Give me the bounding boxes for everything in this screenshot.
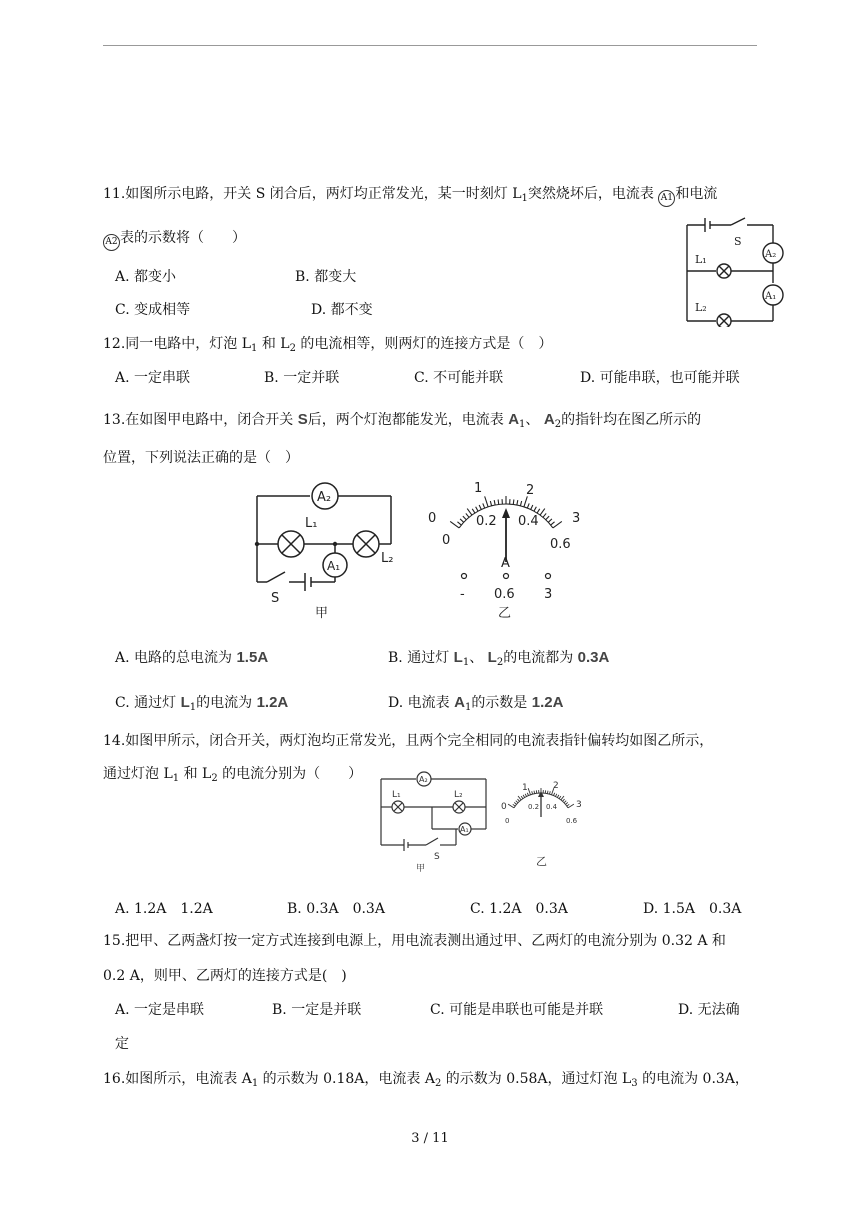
dial-tick (517, 799, 519, 801)
scale-upper-2: 2 (526, 483, 535, 498)
dial-tick (567, 804, 569, 806)
q11-option-c: C. 变成相等 (115, 302, 191, 318)
dial-tick (559, 796, 561, 798)
ammeter-a2-label: A₂ (765, 249, 777, 260)
lamp-l1-label: L₁ (695, 253, 707, 266)
q11-option-d: D. 都不变 (311, 302, 373, 318)
scale-lower-0.2: 0.2 (476, 514, 497, 529)
lamp-l2-label: L₂ (381, 551, 394, 566)
dial-tick (472, 509, 475, 513)
scale-upper-2: 2 (553, 781, 559, 791)
q13-option-c: C. 通过灯 $L_1$的电流为 1.2A (115, 694, 289, 713)
dial-tick (467, 509, 472, 515)
figure-caption-yi: 乙 (498, 606, 512, 621)
q12-option-d: D. 可能串联，也可能并联 (580, 370, 740, 386)
dial-tick (525, 794, 526, 797)
dial-tick (466, 513, 469, 517)
dial-tick (528, 788, 530, 795)
terminal-3: 3 (544, 587, 553, 602)
dial-tick (513, 804, 515, 806)
dial-tick (564, 801, 566, 803)
ammeter-a2-label: A₂ (317, 490, 332, 505)
dial-tick (483, 503, 485, 508)
dial-tick (514, 802, 516, 804)
scale-lower-0.4: 0.4 (546, 803, 558, 811)
dial-tick (561, 796, 564, 800)
dial-tick (523, 795, 525, 798)
dial-tick (549, 791, 550, 794)
scale-lower-0.6: 0.6 (566, 817, 578, 825)
q11-line2: A2 表的示数将（ ） (103, 231, 246, 251)
q13-line1: 13.在如图甲电路中，闭合开关 S后，两个灯泡都能发光，电流表 $A_1$、 $A_2$的指针均在图乙所示的 (103, 411, 702, 430)
q14-line2: 通过灯泡 $L_1$ 和 $L_2$ 的电流分别为（ ） (103, 766, 363, 784)
figure-caption-yi: 乙 (536, 855, 547, 868)
dial-tick (531, 505, 533, 510)
header-rule (103, 45, 757, 46)
dial-tick (537, 509, 540, 513)
dial-tick (476, 507, 478, 511)
dial-tick (494, 500, 495, 505)
page-number: 3 / 11 (411, 1131, 449, 1146)
dial-tick (565, 802, 567, 804)
ammeter-a1-label: A₁ (460, 825, 469, 834)
dial-tick (534, 791, 535, 794)
switch-label: S (271, 591, 280, 606)
figure-caption-jia: 甲 (315, 606, 329, 621)
scale-upper-1: 1 (522, 783, 528, 793)
scale-lower-0: 0 (505, 817, 510, 825)
q15-line1: 15.把甲、乙两盏灯按一定方式连接到电源上，用电流表测出通过甲、乙两灯的电流分别为 0.32 A 和 (103, 933, 726, 949)
q14-line1: 14.如图甲所示，闭合开关，两灯泡均正常发光，且两个完全相同的电流表指针偏转均如图乙所示， (103, 733, 714, 749)
q12-option-a: A. 一定串联 (115, 370, 191, 386)
dial-tick (460, 519, 464, 522)
q15-option-b: B. 一定是并联 (272, 1002, 362, 1018)
dial-tick (518, 796, 521, 800)
scale-upper-3: 3 (572, 511, 581, 526)
ammeter-a2-label: A₂ (419, 775, 428, 784)
figure-caption-jia: 甲 (416, 864, 426, 874)
dial-tick (516, 801, 518, 803)
q14-option-a: A. 1.2A 1.2A (115, 901, 213, 917)
dial-tick (490, 501, 491, 506)
dial-tick (457, 522, 461, 525)
scale-lower-0.2: 0.2 (528, 803, 540, 811)
q15-option-d-wrap: 定 (115, 1036, 129, 1052)
q15-line2: 0.2 A，则甲、乙两灯的连接方式是( ) (103, 968, 347, 984)
q15-option-c: C. 可能是串联也可能是并联 (430, 1002, 604, 1018)
dial-tick (563, 799, 565, 801)
q13-circuit-diagram (245, 478, 405, 623)
scale-upper-0: 0 (501, 802, 507, 812)
q14-figure (376, 765, 584, 875)
lamp-l2-label: L₂ (454, 790, 463, 800)
ammeter-a2-icon: A2 (103, 234, 120, 251)
dial-tick (520, 501, 521, 506)
scale-upper-3: 3 (576, 800, 582, 810)
dial-tick (521, 796, 523, 798)
q13-option-a: A. 电路的总电流为 1.5A (115, 649, 269, 666)
dial-tick (498, 499, 499, 504)
lamp-l1-label: L₁ (305, 516, 318, 531)
dial-tick (540, 509, 545, 515)
dial-tick (554, 793, 555, 796)
scale-lower-0.4: 0.4 (518, 514, 539, 529)
switch-label: S (434, 852, 440, 862)
terminal-neg: - (460, 587, 465, 602)
q13-option-b: B. 通过灯 $L_1$、 $L_2$的电流都为 0.3A (388, 649, 610, 668)
lamp-l2-label: L₂ (695, 301, 707, 314)
q16-stem: 16.如图所示，电流表 $A_1$ 的示数为 0.18A，电流表 $A_2$ 的示数为 0.58A，通过灯泡 $L_3$ 的电流为 0.3A， (103, 1071, 749, 1089)
dial-tick (479, 505, 481, 510)
q15-option-a: A. 一定是串联 (115, 1002, 205, 1018)
q11-line1: 11.如图所示电路，开关 S 闭合后，两灯均正常发光，某一时刻灯 $L_1$突然烧坏后，电流表 A1 和电流 (103, 187, 717, 207)
q11-option-b: B. 都变大 (295, 269, 357, 285)
dial-tick (546, 516, 549, 520)
scale-lower-0.6: 0.6 (550, 537, 571, 552)
lamp-l1-label: L₁ (392, 790, 401, 800)
q13-ammeter-dial (422, 478, 592, 623)
dial-tick (485, 496, 488, 506)
dial-tick (548, 519, 552, 522)
dial-tick (534, 507, 536, 511)
q14-option-b: B. 0.3A 0.3A (287, 901, 385, 917)
ammeter-a1-icon: A1 (658, 190, 675, 207)
scale-upper-1: 1 (474, 481, 483, 496)
q11-option-a: A. 都变小 (115, 269, 177, 285)
q12-option-b: B. 一定并联 (264, 370, 340, 386)
q14-option-c: C. 1.2A 0.3A (470, 901, 568, 917)
dial-tick (532, 791, 533, 794)
ammeter-a1-label: A₁ (327, 559, 341, 573)
q13-line2: 位置，下列说法正确的是（ ） (103, 450, 299, 466)
dial-tick (543, 513, 546, 517)
ammeter-a1-label: A₁ (765, 291, 777, 302)
dial-tick (513, 499, 514, 504)
scale-lower-0: 0 (442, 533, 451, 548)
dial-tick (527, 503, 529, 508)
dial-tick (517, 500, 518, 505)
q15-option-d: D. 无法确 (678, 1002, 740, 1018)
terminal-0.6: 0.6 (494, 587, 515, 602)
q12-option-c: C. 不可能并联 (414, 370, 504, 386)
q12-stem: 12.同一电路中，灯泡 $L_1$ 和 $L_2$ 的电流相等，则两灯的连接方式是（ ） (103, 336, 553, 354)
dial-tick (555, 794, 556, 797)
dial-tick (547, 791, 548, 794)
dial-tick (527, 793, 528, 796)
dial-tick (557, 795, 559, 798)
dial-tick (551, 522, 555, 525)
q11-circuit-diagram (683, 215, 788, 327)
q14-option-d: D. 1.5A 0.3A (643, 901, 742, 917)
switch-label: S (734, 235, 742, 248)
q13-option-d: D. 电流表 $A_1$的示数是 1.2A (388, 694, 564, 713)
dial-tick (463, 516, 466, 520)
unit-label: A (501, 556, 510, 571)
scale-upper-0: 0 (428, 511, 437, 526)
